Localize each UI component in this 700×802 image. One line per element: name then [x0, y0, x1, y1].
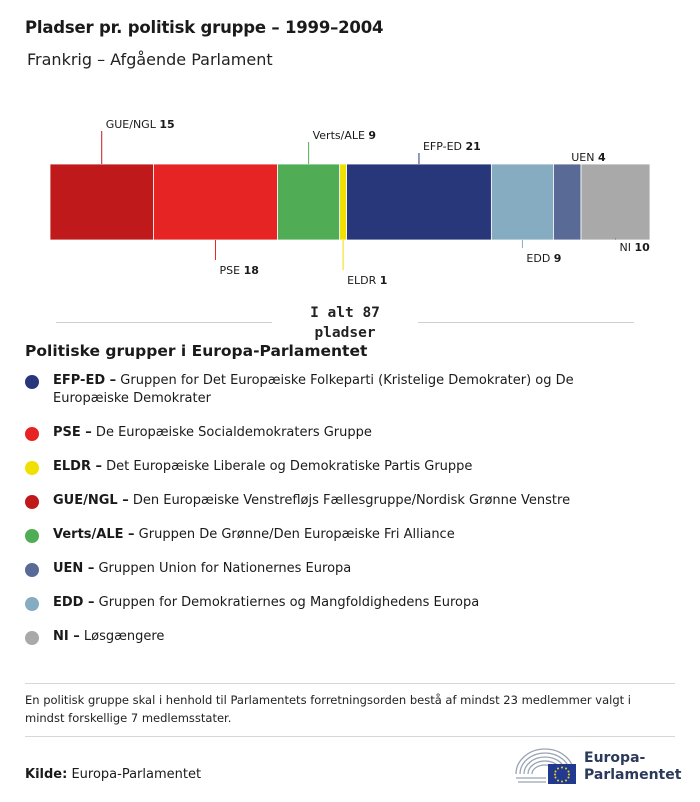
bar-segment-pse [153, 164, 277, 240]
logo-line1: Europa- [584, 750, 646, 766]
divider-top [25, 683, 675, 684]
legend-description: Løsgængere [79, 629, 165, 644]
logo-wordmark [584, 750, 681, 784]
legend-swatch-efp-ed [25, 375, 39, 389]
legend-abbr: UEN – [53, 561, 95, 576]
legend-swatch-uen [25, 563, 39, 577]
legend-description: Den Europæiske Venstrefløjs Fællesgruppe/Nordisk Grønne Venstre [128, 493, 571, 508]
bar-segment-uen [553, 164, 581, 240]
legend-swatch-ni [25, 631, 39, 645]
total-seats-line2: pladser [314, 325, 376, 341]
legend-description: Gruppen De Grønne/Den Europæiske Fri Alliance [134, 527, 455, 542]
legend-description: Det Europæiske Liberale og Demokratiske Partis Gruppe [102, 459, 473, 474]
legend-swatch-verts-ale [25, 529, 39, 543]
stacked-bar-chart [0, 100, 700, 300]
data-label-eldr: ELDR 1 [347, 274, 388, 287]
legend-abbr: Verts/ALE – [53, 527, 135, 542]
legend-swatch-pse [25, 427, 39, 441]
legend-description: Gruppen Union for Nationernes Europa [94, 561, 352, 576]
logo-line2: Parlamentet [584, 767, 682, 783]
chart-subtitle: Frankrig – Afgående Parlament [27, 50, 273, 69]
europarl-logo [512, 744, 682, 788]
legend-description: De Europæiske Socialdemokraters Gruppe [91, 425, 372, 440]
data-label-efp-ed: EFP-ED 21 [422, 140, 481, 153]
source-value: Europa-Parlamentet [67, 767, 202, 782]
legend-swatch-eldr [25, 461, 39, 475]
total-seats-line1: I alt 87 [310, 305, 380, 321]
total-rule-left [56, 322, 272, 323]
divider-bottom [25, 736, 675, 737]
legend-swatch-edd [25, 597, 39, 611]
data-label-pse: PSE 18 [219, 264, 259, 277]
bar-segment-efp-ed [347, 164, 492, 240]
source-label: Kilde: [25, 767, 68, 782]
data-label-edd: EDD 9 [526, 252, 562, 265]
bar-segment-edd [491, 164, 553, 240]
legend-abbr: GUE/NGL – [53, 493, 129, 508]
bar-segment-eldr [340, 164, 347, 240]
legend-abbr: NI – [53, 629, 80, 644]
bar-segment-gue-ngl [50, 164, 153, 240]
total-seats-label [272, 303, 418, 343]
data-label-gue-ngl: GUE/NGL 15 [105, 118, 175, 131]
source-line [25, 767, 201, 782]
legend-abbr: PSE – [53, 425, 92, 440]
bar-segment-ni [581, 164, 650, 240]
legend-title: Politiske grupper i Europa-Parlamentet [25, 342, 368, 360]
footnote: En politisk gruppe skal i henhold til Parlamentets forretningsorden bestå af mindst 23 medlemmer valgt i mindst forskellige 7 medlemsstater. [25, 693, 632, 725]
legend-description: Gruppen for Det Europæiske Folkeparti (Kristelige Demokrater) og De Europæiske Demokrater [53, 373, 574, 406]
legend-abbr: ELDR – [53, 459, 102, 474]
chart-title: Pladser pr. politisk gruppe – 1999–2004 [25, 18, 384, 37]
data-label-uen: UEN 4 [571, 151, 606, 164]
legend-abbr: EFP-ED – [53, 373, 117, 388]
total-rule-right [418, 322, 634, 323]
data-label-verts-ale: Verts/ALE 9 [312, 129, 377, 142]
parliament-hemicycle-icon [512, 744, 578, 788]
data-label-ni: NI 10 [619, 241, 650, 254]
bar-segment-verts-ale [278, 164, 340, 240]
legend-description: Gruppen for Demokratiernes og Mangfoldighedens Europa [94, 595, 480, 610]
legend-swatch-gue-ngl [25, 495, 39, 509]
legend-abbr: EDD – [53, 595, 95, 610]
